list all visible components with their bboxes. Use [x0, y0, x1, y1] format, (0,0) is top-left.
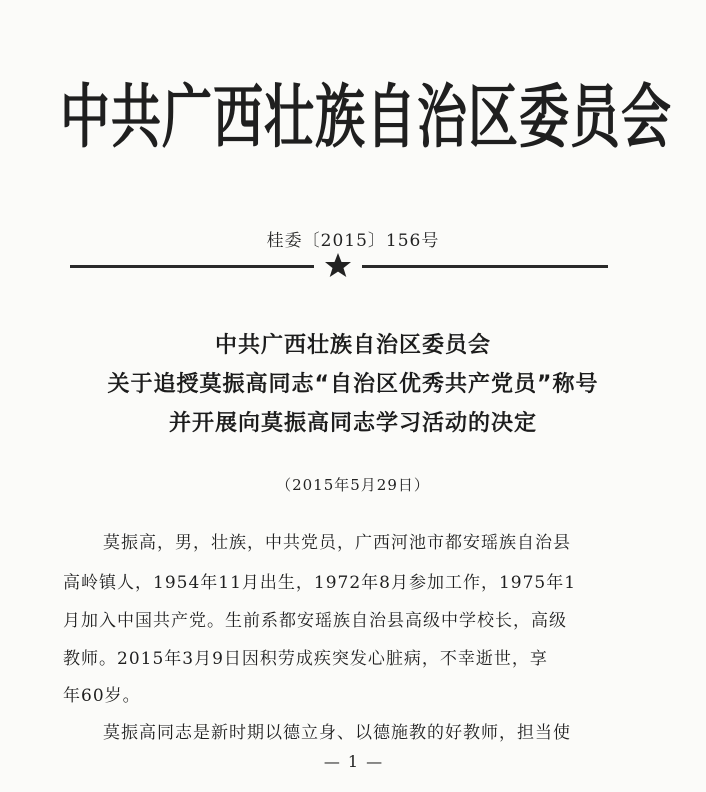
body-text-line: 莫振高同志是新时期以德立身、以德施教的好教师，担当使 — [103, 723, 571, 743]
body-text-line: 莫振高，男，壮族，中共党员，广西河池市都安瑶族自治县 — [103, 533, 571, 553]
star-icon — [323, 252, 353, 278]
organization-header: 中共广西壮族自治区委员会 — [60, 77, 672, 158]
separator-rule-right — [362, 265, 608, 268]
page-number-dash-left: — — [323, 752, 340, 771]
document-title-line: 并开展向莫振高同志学习活动的决定 — [168, 411, 537, 436]
document-title-line: 中共广西壮族自治区委员会 — [214, 333, 491, 358]
body-text-line: 月加入中国共产党。生前系都安瑶族自治县高级中学校长，高级 — [63, 611, 567, 631]
separator-rule-left — [70, 265, 314, 268]
page-number — [0, 752, 706, 771]
body-text-line: 高岭镇人，1954年11月出生，1972年8月参加工作，1975年1 — [63, 573, 577, 593]
document-title-line: 关于追授莫振高同志“自治区优秀共产党员”称号 — [107, 372, 599, 397]
document-date: （2015年5月29日） — [276, 476, 430, 494]
document-number: 桂委〔2015〕156号 — [266, 231, 440, 251]
page-number-value: 1 — [347, 752, 359, 771]
body-text-line: 年60岁。 — [63, 686, 141, 706]
page-number-dash-right: — — [366, 752, 383, 771]
body-text-line: 教师。2015年3月9日因积劳成疾突发心脏病，不幸逝世，享 — [63, 649, 548, 669]
header-separator — [70, 252, 608, 278]
